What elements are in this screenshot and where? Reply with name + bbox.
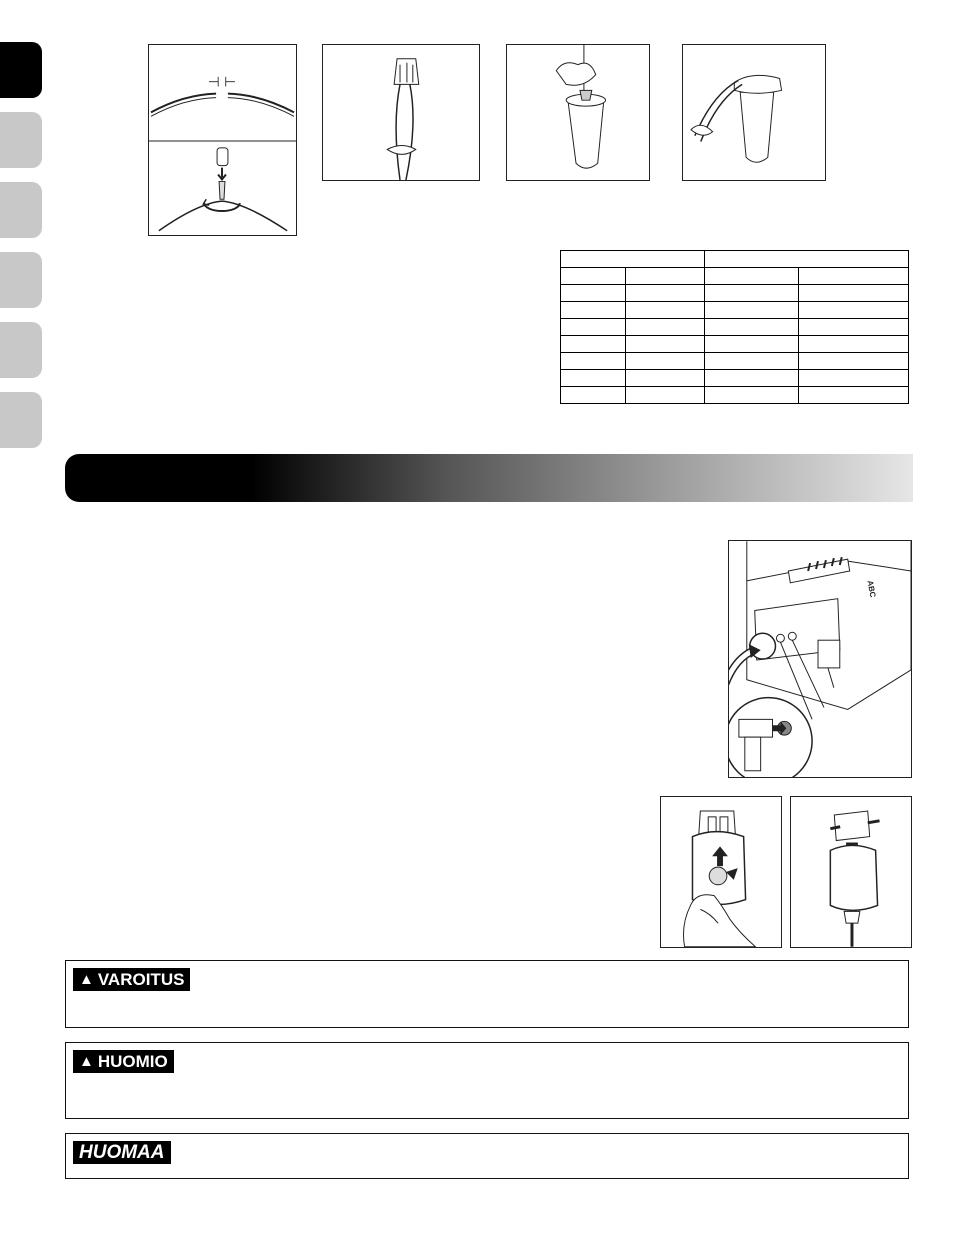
table-cell: [705, 319, 799, 336]
note-notice: [65, 1133, 909, 1179]
wire-nut-figure: [322, 44, 480, 181]
plug-insertion-figure: [790, 796, 912, 948]
plug-removal-figure: [660, 796, 782, 948]
table-cell: [561, 268, 626, 285]
note-label: HUOMAA: [79, 1142, 165, 1163]
side-tab-6[interactable]: [0, 392, 42, 448]
table-cell: [799, 302, 909, 319]
section-header-bar: [65, 454, 913, 502]
side-tab-4[interactable]: [0, 252, 42, 308]
table-cell: [561, 319, 626, 336]
warning-triangle-icon: ▲: [79, 1053, 94, 1070]
table-row: [561, 319, 909, 336]
table-cell: [561, 353, 626, 370]
wire-splice-figure: [148, 44, 297, 236]
table-cell: [626, 370, 705, 387]
lamp-socket-figure-a: [506, 44, 650, 181]
table-cell: [799, 370, 909, 387]
caution-badge: [73, 1050, 174, 1073]
side-tab-3[interactable]: [0, 182, 42, 238]
table-cell: [705, 285, 799, 302]
warning-label: VAROITUS: [97, 970, 185, 989]
table-row: [561, 370, 909, 387]
table-cell: [561, 302, 626, 319]
table-cell: [561, 251, 705, 268]
table-cell: [799, 268, 909, 285]
table-cell: [626, 353, 705, 370]
wire-gap-label: ⊣ ⊢: [207, 74, 237, 91]
lamp-socket-figure-b: [682, 44, 826, 181]
table-header-row: [561, 251, 909, 268]
warning-badge: [73, 968, 190, 991]
table-row: [561, 268, 909, 285]
table-cell: [626, 336, 705, 353]
table-cell: [799, 319, 909, 336]
table-cell: [626, 319, 705, 336]
table-row: [561, 336, 909, 353]
table-cell: [705, 353, 799, 370]
table-cell: [705, 268, 799, 285]
side-tab-2[interactable]: [0, 112, 42, 168]
remote-panel-figure: [728, 540, 912, 778]
table-cell: [799, 353, 909, 370]
side-tab-5[interactable]: [0, 322, 42, 378]
table-cell: [705, 302, 799, 319]
note-badge: [73, 1141, 171, 1164]
table-cell: [561, 285, 626, 302]
panel-label: ABC: [865, 579, 878, 599]
table-cell: [799, 336, 909, 353]
caution-notice: [65, 1042, 909, 1119]
table-cell: [705, 251, 909, 268]
table-row: [561, 353, 909, 370]
warning-triangle-icon: ▲: [79, 971, 94, 988]
table-cell: [799, 387, 909, 404]
table-row: [561, 387, 909, 404]
table-cell: [705, 387, 799, 404]
table-cell: [626, 387, 705, 404]
side-tab-1[interactable]: [0, 42, 42, 98]
table-row: [561, 285, 909, 302]
table-cell: [626, 285, 705, 302]
warning-notice: [65, 960, 909, 1028]
table-cell: [561, 336, 626, 353]
caution-label: HUOMIO: [97, 1052, 168, 1071]
table-cell: [705, 370, 799, 387]
wire-table: [560, 250, 909, 404]
table-cell: [705, 336, 799, 353]
table-cell: [561, 387, 626, 404]
table-row: [561, 302, 909, 319]
table-cell: [799, 285, 909, 302]
table-cell: [626, 302, 705, 319]
table-cell: [561, 370, 626, 387]
table-cell: [626, 268, 705, 285]
